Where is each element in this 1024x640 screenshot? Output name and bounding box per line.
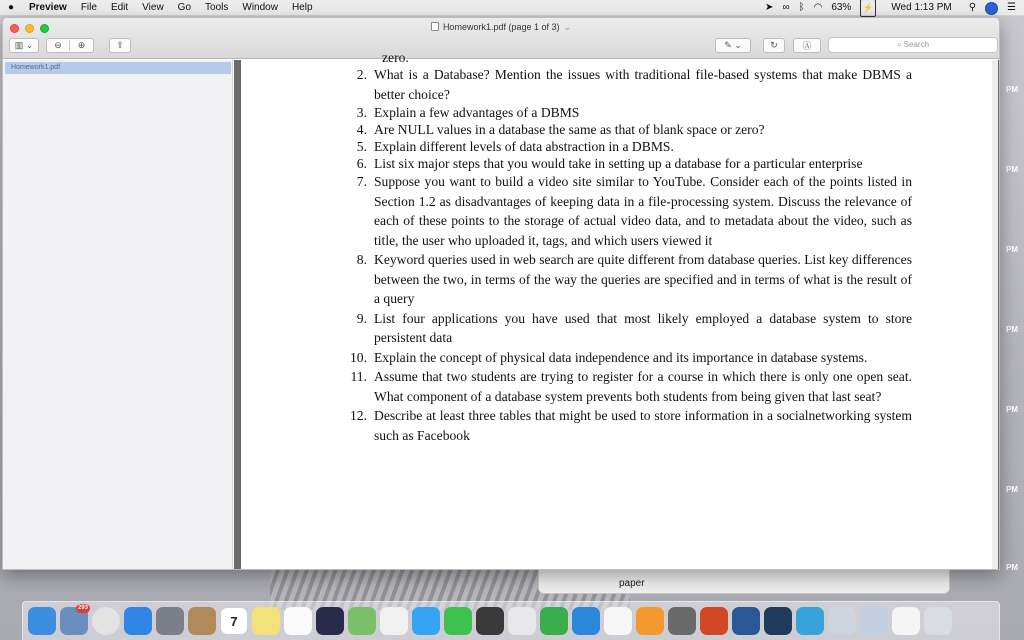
siri-icon[interactable] xyxy=(316,607,344,635)
time-label: PM xyxy=(1006,165,1018,174)
document-stack-icon[interactable] xyxy=(892,607,920,635)
markup-icon: Ⓐ xyxy=(802,41,812,51)
mail-badge: 293 xyxy=(77,605,88,611)
question-item xyxy=(342,172,912,250)
clock[interactable]: Wed 1:13 PM xyxy=(891,2,952,13)
preview-window xyxy=(2,17,1000,570)
menu-file[interactable]: File xyxy=(80,1,97,13)
question-item xyxy=(342,104,912,121)
pdf-page xyxy=(241,51,993,570)
pen-icon: ✎ ⌄ xyxy=(724,40,742,50)
textedit-icon[interactable] xyxy=(508,607,536,635)
bluetooth-icon[interactable]: ᛒ xyxy=(798,2,805,13)
disk-utility-icon[interactable] xyxy=(668,607,696,635)
question-text: Assume that two students are trying to register for a course in which there is only one open seat. What component of a database system prevents both students from being given that last seat? xyxy=(374,369,912,404)
finder-icon[interactable] xyxy=(28,607,56,635)
ibooks-icon[interactable] xyxy=(636,607,664,635)
chevron-down-icon[interactable]: ⌄ xyxy=(563,22,572,32)
cut-off-line: zero. xyxy=(382,51,409,65)
time-label: PM xyxy=(1006,485,1018,494)
question-item xyxy=(342,367,912,406)
thumbnail-sidebar xyxy=(3,60,233,570)
question-text: What is a Database? Mention the issues with traditional file-based systems that make DBMS a better choice? xyxy=(374,67,912,102)
chrome-icon[interactable] xyxy=(92,607,120,635)
question-number: 10. xyxy=(350,349,367,365)
facetime-icon[interactable] xyxy=(444,607,472,635)
question-text: Explain the concept of physical data independence and its importance in database systems. xyxy=(374,349,868,365)
time-label: PM xyxy=(1006,85,1018,94)
search-icon: ⌕ xyxy=(896,40,904,49)
share-button[interactable] xyxy=(109,38,131,53)
time-label: PM xyxy=(1006,325,1018,334)
messages-icon[interactable] xyxy=(412,607,440,635)
question-item xyxy=(342,348,912,368)
dock xyxy=(22,601,1000,640)
reminders-icon[interactable] xyxy=(284,607,312,635)
notification-center-icon[interactable]: ☰ xyxy=(1007,2,1016,13)
share-icon: ⇪ xyxy=(116,40,124,50)
zoom-buttons xyxy=(46,38,94,53)
question-number: 5. xyxy=(356,139,367,154)
question-item xyxy=(342,121,912,138)
notes-icon[interactable] xyxy=(252,607,280,635)
itunes-icon[interactable] xyxy=(604,607,632,635)
zoom-in-icon[interactable]: ⊕ xyxy=(77,40,86,50)
battery-icon[interactable]: ⚡ xyxy=(860,0,876,17)
question-number: 12. xyxy=(350,408,367,423)
sidebar-icon: ▥ ⌄ xyxy=(14,40,34,50)
question-text: List four applications you have used that most likely employed a database system to store persistent data xyxy=(374,310,912,345)
question-item xyxy=(342,138,912,155)
menu-bar xyxy=(0,0,1024,16)
location-icon[interactable]: ➤ xyxy=(765,2,774,13)
infinity-icon[interactable]: ∞ xyxy=(782,2,790,13)
calendar-icon[interactable] xyxy=(220,607,248,635)
safari-icon[interactable] xyxy=(124,607,152,635)
mail-icon[interactable] xyxy=(60,607,88,635)
apple-menu-icon[interactable]: ● xyxy=(7,2,15,13)
question-number: 3. xyxy=(356,105,367,120)
menu-help[interactable]: Help xyxy=(291,1,313,13)
question-number: 4. xyxy=(356,122,367,137)
menu-view[interactable]: View xyxy=(142,1,164,13)
word-icon[interactable] xyxy=(732,607,760,635)
question-item xyxy=(342,250,912,309)
question-text: List six major steps that you would take in setting up a database for a particular enterprise xyxy=(374,156,863,171)
menu-tools[interactable]: Tools xyxy=(205,1,229,13)
screenshots-folder-icon[interactable] xyxy=(860,607,888,635)
time-label: PM xyxy=(1006,563,1018,572)
menu-edit[interactable]: Edit xyxy=(110,1,129,13)
vertical-scrollbar[interactable] xyxy=(992,60,998,570)
menu-go[interactable]: Go xyxy=(177,1,192,13)
question-number: 6. xyxy=(356,156,367,171)
sidebar-item-homework1[interactable]: Homework1.pdf xyxy=(5,62,231,74)
search-placeholder: Search xyxy=(903,40,930,49)
spotlight-icon[interactable]: ⚲ xyxy=(968,2,977,13)
question-text: Are NULL values in a database the same as that of blank space or zero? xyxy=(374,122,765,137)
question-item xyxy=(342,309,912,348)
calendar-day: 7 xyxy=(230,613,238,629)
powerpoint-icon[interactable] xyxy=(700,607,728,635)
question-item xyxy=(342,65,912,104)
siri-menubar-icon[interactable] xyxy=(985,2,998,15)
contacts-icon[interactable] xyxy=(188,607,216,635)
document-icon xyxy=(431,22,439,31)
rotate-icon: ↻ xyxy=(770,40,778,50)
telegram-icon[interactable] xyxy=(796,607,824,635)
question-text: Keyword queries used in web search are quite different from database queries. List key differences between the two, in terms of the way the queries are specified and in terms of what is the result of a query xyxy=(374,252,912,306)
document-viewport[interactable] xyxy=(234,51,1000,570)
question-number: 11. xyxy=(350,369,367,384)
wifi-icon[interactable]: ◠ xyxy=(813,2,823,13)
question-list xyxy=(342,51,912,445)
question-text: Describe at least three tables that might be used to store information in a socialnetworking system such as Facebook xyxy=(374,408,912,443)
window-title[interactable] xyxy=(3,22,999,33)
background-window-text: paper xyxy=(619,578,645,589)
question-item xyxy=(342,155,912,172)
menu-window[interactable]: Window xyxy=(242,1,278,13)
trash-icon[interactable] xyxy=(924,607,952,635)
question-text: Explain a few advantages of a DBMS xyxy=(374,105,580,120)
preview-icon[interactable] xyxy=(828,607,856,635)
maps-icon[interactable] xyxy=(348,607,376,635)
status-area xyxy=(765,0,1016,16)
photo-booth-icon[interactable] xyxy=(476,607,504,635)
time-label: PM xyxy=(1006,405,1018,414)
menu-app-name[interactable]: Preview xyxy=(29,1,67,13)
zoom-out-icon[interactable]: ⊖ xyxy=(47,40,70,51)
window-title-text: Homework1.pdf (page 1 of 3) xyxy=(442,22,560,32)
keynote-icon[interactable] xyxy=(572,607,600,635)
vpn-icon[interactable] xyxy=(764,607,792,635)
question-text: Explain different levels of data abstraction in a DBMS. xyxy=(374,139,674,154)
photos-icon[interactable] xyxy=(380,607,408,635)
question-number: 9. xyxy=(356,310,367,326)
question-number: 2. xyxy=(356,67,367,82)
battery-percent[interactable]: 63% xyxy=(831,2,852,13)
question-text: Suppose you want to build a video site similar to YouTube. Consider each of the points listed in Section 1.2 as disadvantages of keeping data in a file-processing system. Discuss the relevance of each of these points to the storage of actual video data, and to metadata about the video, such as title, the user who uploaded it, tags, and which users viewed it xyxy=(374,174,912,248)
launchpad-icon[interactable] xyxy=(156,607,184,635)
question-item xyxy=(342,406,912,445)
question-number: 8. xyxy=(356,252,367,267)
numbers-icon[interactable] xyxy=(540,607,568,635)
sidebar-toggle-button[interactable] xyxy=(9,38,39,53)
question-number: 7. xyxy=(356,174,367,189)
time-label: PM xyxy=(1006,245,1018,254)
